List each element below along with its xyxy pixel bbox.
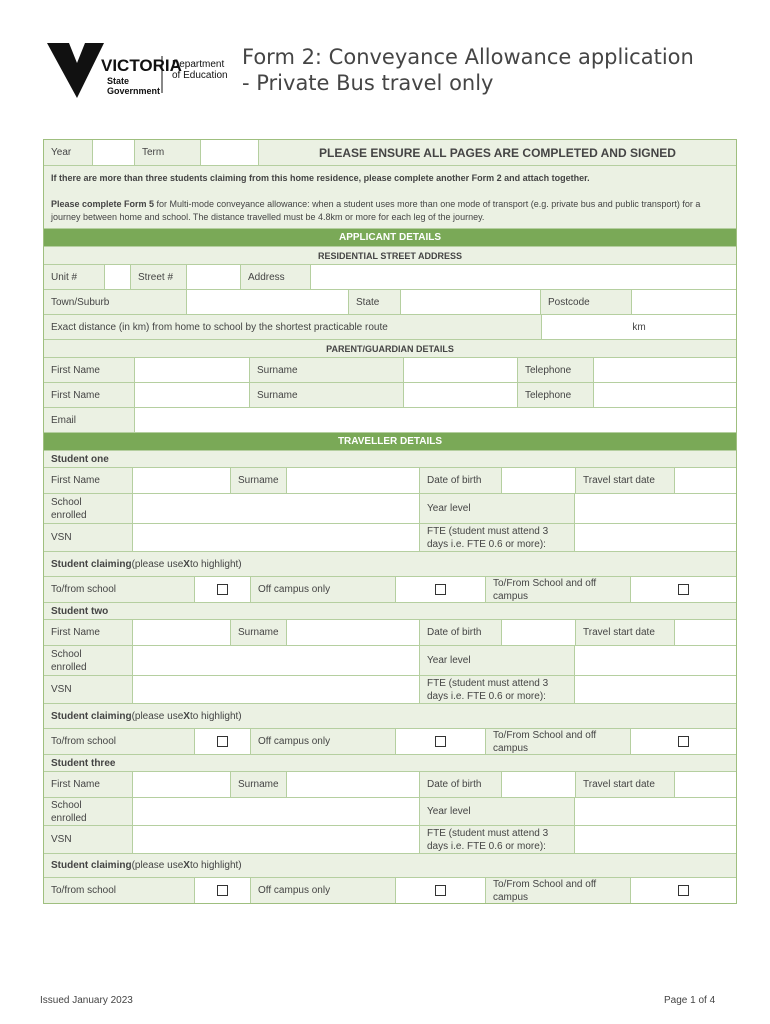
s1-school-input[interactable] [132,494,419,523]
email-label: Email [44,408,134,432]
s1-fte-input[interactable] [574,524,736,551]
s1-dob-label: Date of birth [419,468,501,493]
s3-offcampus-cell [395,878,485,903]
s3-both-label [485,878,630,903]
s1-start-input[interactable] [674,468,736,493]
postcode-label: Postcode [540,290,631,314]
parent2-tel-label: Telephone [517,383,593,407]
logo-dept2: of Education [172,70,228,81]
logo-line1: State [107,76,130,86]
student-one-heading: Student one [44,451,736,467]
parent1-surname-label: Surname [249,358,403,382]
parent2-first-input[interactable] [134,383,249,407]
s3-year-input[interactable] [574,798,736,825]
s1-school-label [44,494,132,523]
s1-tofrom-label: To/from school [44,577,194,602]
s3-claim-pre: (please use [131,860,184,871]
parent1-first-label: First Name [44,358,134,382]
s3-claim-bold: Student claiming [51,860,132,871]
s2-both-cell [630,729,736,754]
s2-both-l1: To/From School and off [493,729,597,741]
s2-tofrom-label: To/from school [44,729,194,754]
s1-year-label: Year level [419,494,574,523]
town-label: Town/Suburb [44,290,186,314]
issued-date: Issued January 2023 [40,995,133,1006]
applicant-heading: APPLICANT DETAILS [44,229,736,246]
s1-offcampus-checkbox[interactable] [435,584,446,595]
logo-brand: VICTORIA [101,56,182,75]
s2-claim-x: X [183,710,190,722]
s2-start-label: Travel start date [575,620,674,645]
s2-school-l2: enrolled [51,661,87,673]
s3-surname-input[interactable] [286,772,419,797]
postcode-input[interactable] [631,290,736,314]
form-title-line2: - Private Bus travel only [242,71,494,95]
s3-claiming-label [44,854,736,877]
s3-both-cell [630,878,736,903]
s1-school-l1: School [51,496,82,508]
parent-heading: PARENT/GUARDIAN DETAILS [44,340,736,357]
distance-label: Exact distance (in km) from home to school by the shortest practicable route [44,315,541,339]
s1-tofrom-cell [194,577,250,602]
s2-start-input[interactable] [674,620,736,645]
s2-first-input[interactable] [132,620,230,645]
s3-first-input[interactable] [132,772,230,797]
s3-school-label [44,798,132,825]
logo-dept1: Department [172,59,225,70]
street-label: Street # [130,265,186,289]
km-unit: km [632,321,646,333]
s3-both-checkbox[interactable] [678,885,689,896]
form-title [242,44,742,96]
s1-both-cell [630,577,736,602]
header-row [44,140,736,165]
s2-year-label: Year level [419,646,574,675]
s2-surname-label: Surname [230,620,286,645]
address-heading: RESIDENTIAL STREET ADDRESS [44,247,736,264]
distance-input[interactable] [541,315,736,339]
info-text [44,166,736,228]
year-input[interactable] [92,140,134,165]
s2-school-label [44,646,132,675]
s2-both-label [485,729,630,754]
s2-surname-input[interactable] [286,620,419,645]
street-input[interactable] [186,265,240,289]
s1-year-input[interactable] [574,494,736,523]
s3-claim-x: X [183,860,190,871]
parent1-first-input[interactable] [134,358,249,382]
s2-dob-input[interactable] [501,620,575,645]
s1-claim-post: to highlight) [189,558,242,570]
s1-first-label: First Name [44,468,132,493]
parent2-first-label: First Name [44,383,134,407]
s1-dob-input[interactable] [501,468,575,493]
s2-fte-l2: days i.e. FTE 0.6 or more): [427,690,546,702]
s1-surname-label: Surname [230,468,286,493]
s1-vsn-label: VSN [44,524,132,551]
s2-both-l2: campus [493,742,529,754]
s2-offcampus-checkbox[interactable] [435,736,446,747]
term-label: Term [134,140,200,165]
s1-claim-pre: (please use [131,558,184,570]
s3-offcampus-checkbox[interactable] [435,885,446,896]
s2-tofrom-cell [194,729,250,754]
student-two-heading: Student two [44,603,736,619]
parent1-surname-input[interactable] [403,358,517,382]
s2-fte-l1: FTE (student must attend 3 [427,677,549,689]
s1-surname-input[interactable] [286,468,419,493]
form-title-line1: Form 2: Conveyance Allowance application [242,45,694,69]
s1-fte-l1: FTE (student must attend 3 [427,525,549,537]
s1-both-l2: campus [493,590,529,602]
unit-input[interactable] [104,265,130,289]
s3-dob-label: Date of birth [419,772,501,797]
s2-claim-post: to highlight) [189,710,242,722]
parent2-surname-label: Surname [249,383,403,407]
s2-year-input[interactable] [574,646,736,675]
info-line2-bold: Please complete Form 5 [51,199,155,209]
s3-claim-post: to highlight) [189,860,242,871]
parent1-tel-label: Telephone [517,358,593,382]
s1-start-label: Travel start date [575,468,674,493]
s3-dob-input[interactable] [501,772,575,797]
parent2-tel-input[interactable] [593,383,736,407]
s1-fte-label [419,524,574,551]
s2-fte-label [419,676,574,703]
s3-tofrom-cell [194,878,250,903]
info-row [44,165,736,228]
victoria-government-logo [47,43,242,99]
address-label: Address [240,265,310,289]
s1-tofrom-checkbox[interactable] [217,584,228,595]
s2-claim-bold: Student claiming [51,710,132,722]
state-label: State [348,290,400,314]
s2-tofrom-checkbox[interactable] [217,736,228,747]
s2-fte-input[interactable] [574,676,736,703]
s3-year-label: Year level [419,798,574,825]
s3-school-input[interactable] [132,798,419,825]
s3-fte-label [419,826,574,853]
info-line2-rest: for Multi-mode conveyance allowance: when a student uses more than one mode of transport (e.g. private bus and public transport) for a journey between home and school. The distance travelled must be 4.8km or more for each leg of the journey. [51,199,701,222]
s1-both-label [485,577,630,602]
s2-claim-pre: (please use [131,710,184,722]
s1-offcampus-label: Off campus only [250,577,395,602]
notice: PLEASE ENSURE ALL PAGES ARE COMPLETED AND SIGNED [258,140,736,165]
s2-vsn-label: VSN [44,676,132,703]
info-line1: If there are more than three students claiming from this home residence, please complete another Form 2 and attach together. [51,173,590,183]
s3-fte-l1: FTE (student must attend 3 [427,827,549,839]
s2-school-input[interactable] [132,646,419,675]
s3-vsn-input[interactable] [132,826,419,853]
s2-both-checkbox[interactable] [678,736,689,747]
s3-vsn-label: VSN [44,826,132,853]
s3-school-l1: School [51,799,82,811]
s2-offcampus-cell [395,729,485,754]
s3-start-label: Travel start date [575,772,674,797]
s2-school-l1: School [51,648,82,660]
unit-label: Unit # [44,265,104,289]
s2-first-label: First Name [44,620,132,645]
s3-start-input[interactable] [674,772,736,797]
s2-dob-label: Date of birth [419,620,501,645]
page-number: Page 1 of 4 [664,995,716,1006]
application-form [43,139,737,904]
parent2-surname-input[interactable] [403,383,517,407]
s1-fte-l2: days i.e. FTE 0.6 or more): [427,538,546,550]
s1-claim-bold: Student claiming [51,558,132,570]
address-input[interactable] [310,265,736,289]
s2-offcampus-label: Off campus only [250,729,395,754]
email-input[interactable] [134,408,736,432]
s3-school-l2: enrolled [51,812,87,824]
s2-vsn-input[interactable] [132,676,419,703]
s3-both-l1: To/From School and off [493,878,597,890]
term-input[interactable] [200,140,258,165]
town-input[interactable] [186,290,348,314]
s3-fte-input[interactable] [574,826,736,853]
s1-vsn-input[interactable] [132,524,419,551]
s3-first-label: First Name [44,772,132,797]
s1-both-l1: To/From School and off [493,577,597,589]
parent1-tel-input[interactable] [593,358,736,382]
s3-offcampus-label: Off campus only [250,878,395,903]
s3-fte-l2: days i.e. FTE 0.6 or more): [427,840,546,852]
state-input[interactable] [400,290,540,314]
logo-line2: Government [107,86,161,96]
s1-first-input[interactable] [132,468,230,493]
s2-claiming-label [44,704,736,728]
s1-school-l2: enrolled [51,509,87,521]
s1-offcampus-cell [395,577,485,602]
s3-both-l2: campus [493,891,529,903]
s3-surname-label: Surname [230,772,286,797]
s3-tofrom-checkbox[interactable] [217,885,228,896]
student-three-heading: Student three [44,755,736,771]
s1-claim-x: X [183,558,190,570]
traveller-heading: TRAVELLER DETAILS [44,433,736,450]
s1-both-checkbox[interactable] [678,584,689,595]
s3-tofrom-label: To/from school [44,878,194,903]
year-label: Year [44,140,92,165]
s1-claiming-label [44,552,736,576]
